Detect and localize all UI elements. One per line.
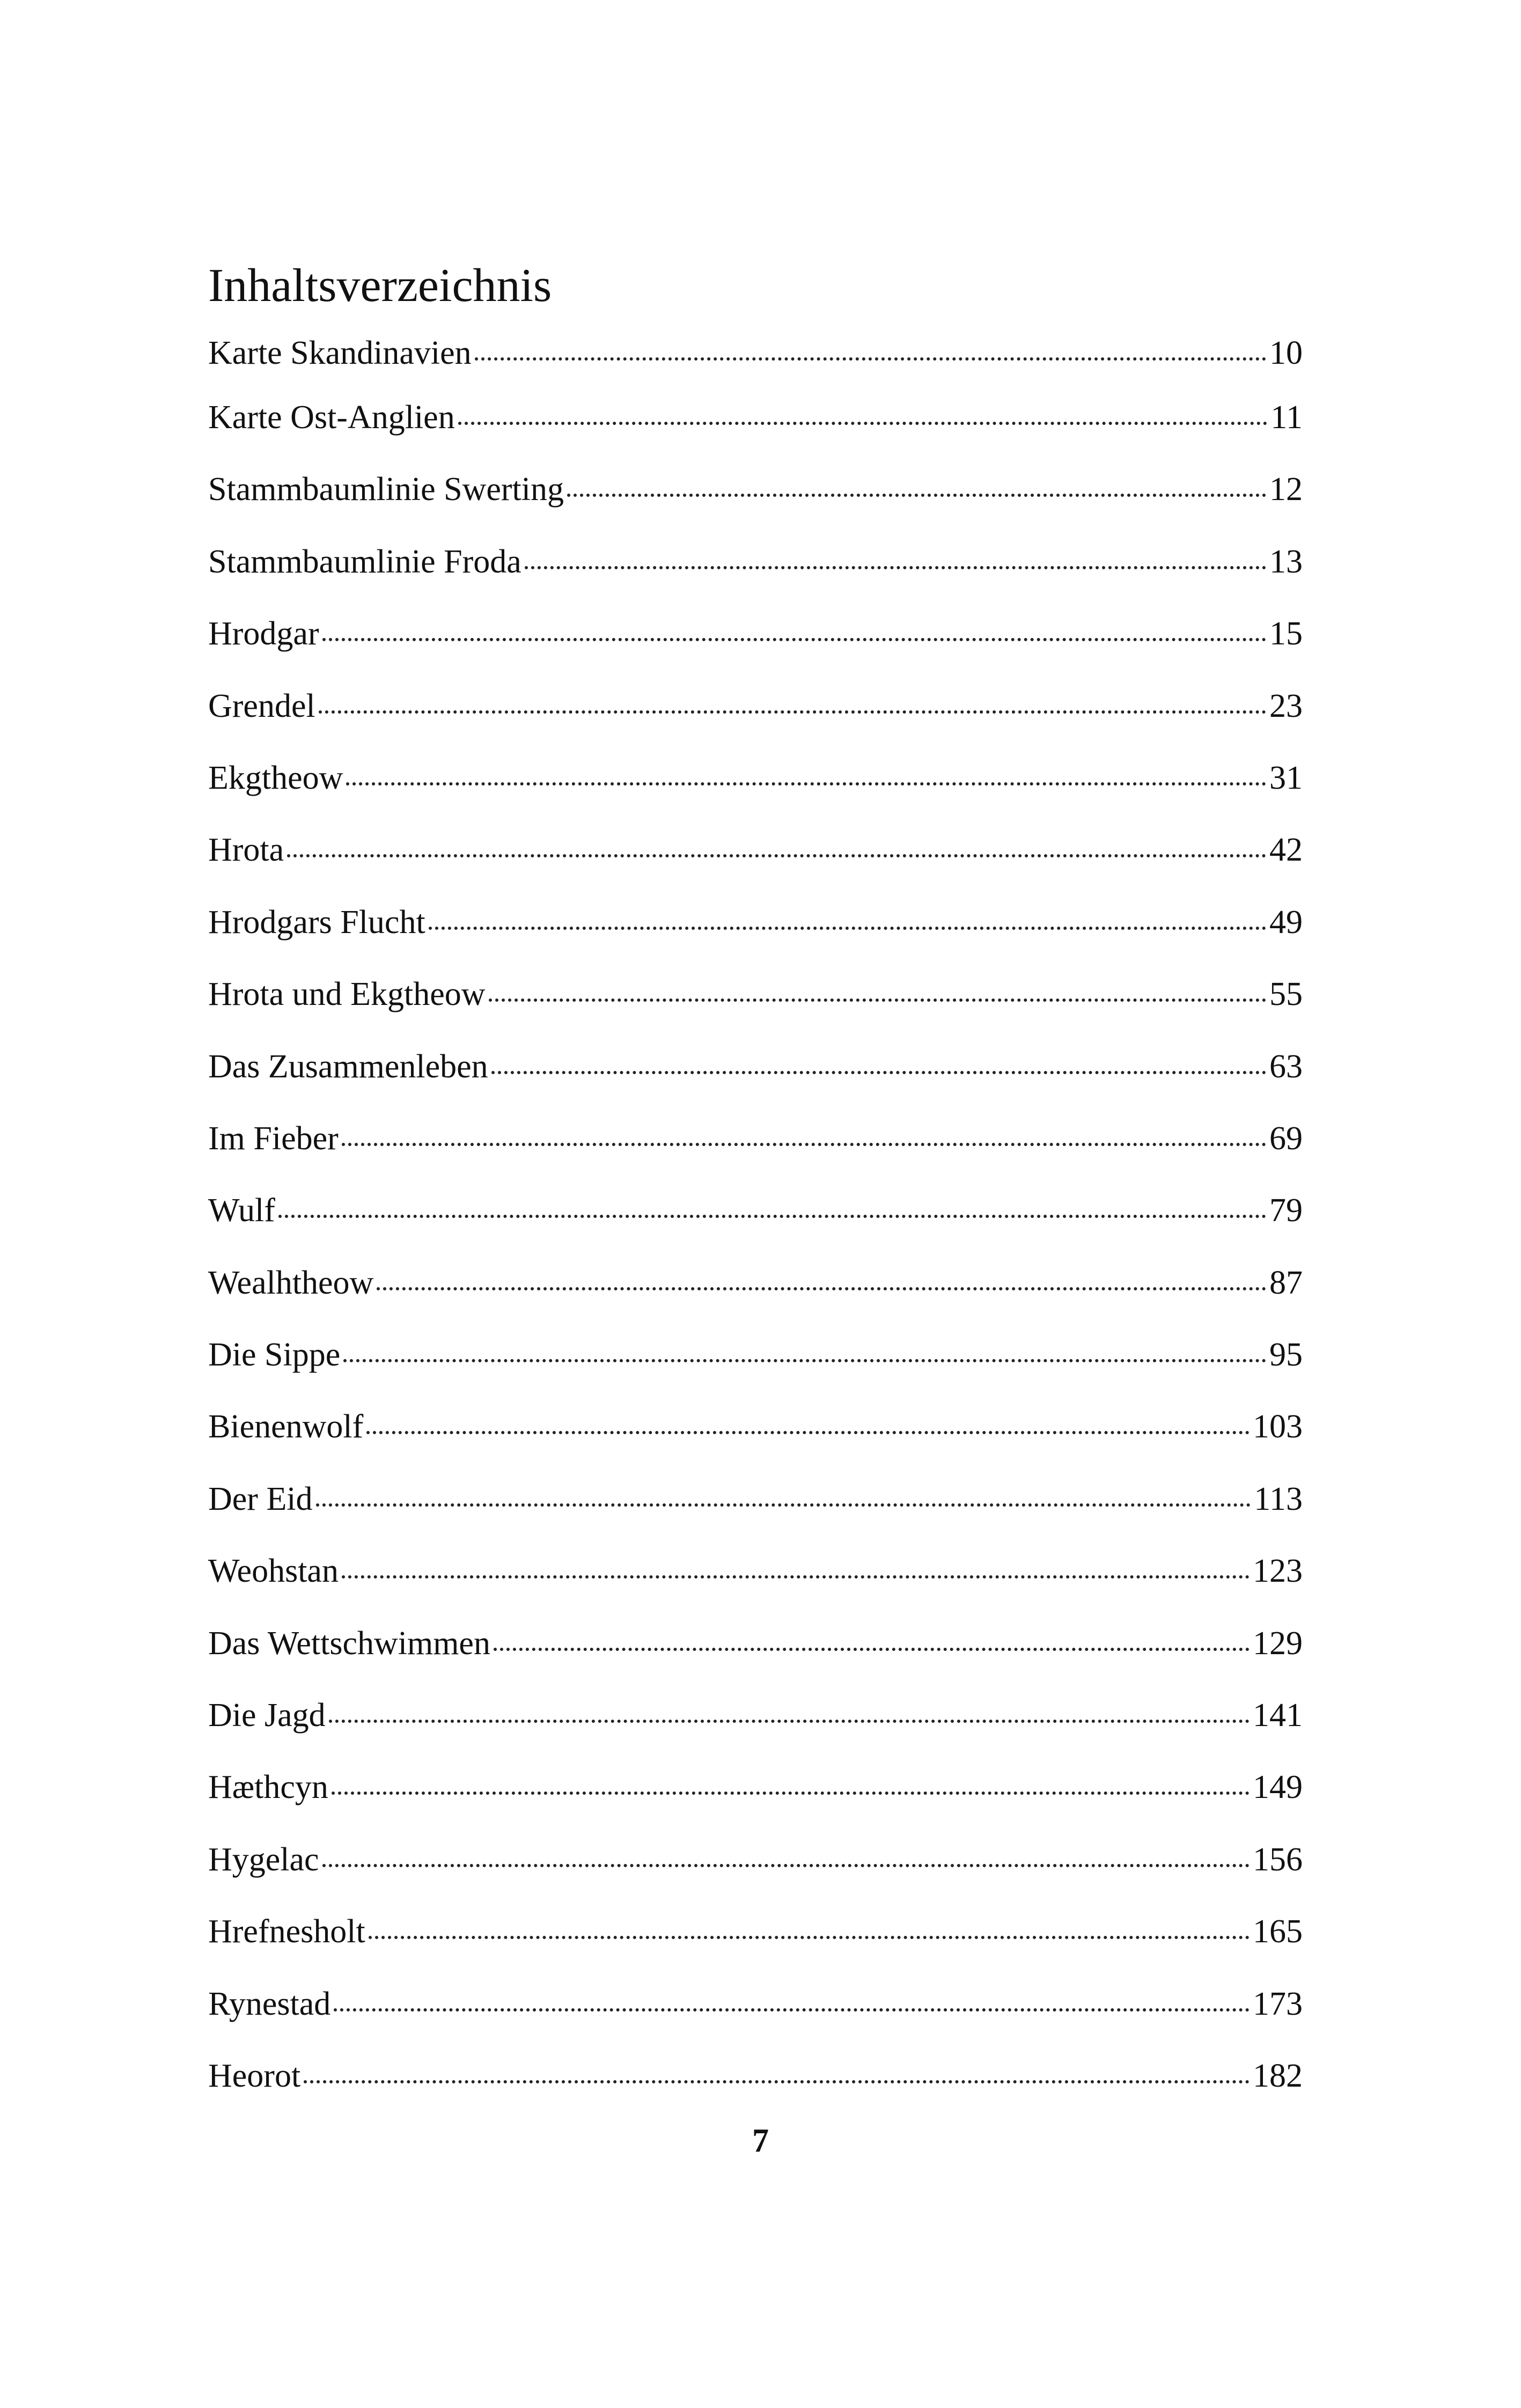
toc-entry[interactable] (208, 674, 1303, 746)
toc-entry-page: 11 (1270, 399, 1303, 436)
toc-entry-page: 141 (1253, 1697, 1303, 1734)
toc-entry-label: Die Sippe (208, 1337, 341, 1374)
toc-entry-page: 10 (1269, 335, 1303, 371)
toc-entry[interactable] (208, 1611, 1303, 1683)
toc-entry[interactable] (208, 2044, 1303, 2116)
toc-entry-label: Grendel (208, 687, 315, 724)
toc-entry[interactable] (208, 457, 1303, 529)
toc-entry-page: 156 (1253, 1841, 1303, 1878)
toc-entry-label: Der Eid (208, 1480, 313, 1517)
toc-entry-label: Karte Ost-Anglien (208, 399, 455, 436)
toc-entry-label: Wealhtheow (208, 1264, 374, 1301)
toc-entry-label: Stammbaumlinie Froda (208, 543, 521, 580)
dot-leader (567, 494, 1266, 497)
dot-leader (329, 1720, 1250, 1723)
toc-entry-page: 165 (1253, 1913, 1303, 1950)
toc-entry-label: Hrota (208, 832, 284, 869)
dot-leader (322, 638, 1266, 641)
dot-leader (287, 854, 1266, 857)
toc-entry-page: 23 (1269, 687, 1303, 724)
toc-entry-page: 55 (1269, 976, 1303, 1013)
dot-leader (346, 782, 1266, 785)
toc-entry-label: Hæthcyn (208, 1769, 328, 1806)
toc-entry-label: Wulf (208, 1192, 275, 1229)
toc-entry[interactable] (208, 1683, 1303, 1755)
toc-entry[interactable] (208, 1899, 1303, 1971)
toc-entry-page: 42 (1269, 832, 1303, 869)
toc-entry-page: 182 (1253, 2057, 1303, 2094)
toc-entry-page: 49 (1269, 904, 1303, 941)
dot-leader (491, 1071, 1266, 1074)
page-number: 7 (752, 2123, 769, 2159)
toc-entry[interactable] (208, 1323, 1303, 1394)
toc-entry[interactable] (208, 1972, 1303, 2044)
toc-entry[interactable] (208, 1827, 1303, 1899)
dot-leader (429, 927, 1266, 930)
toc-entry[interactable] (208, 962, 1303, 1034)
toc-entry-page: 123 (1253, 1553, 1303, 1590)
dot-leader (343, 1359, 1266, 1362)
dot-leader (278, 1215, 1266, 1218)
toc-entry[interactable] (208, 385, 1303, 457)
toc-entry-label: Heorot (208, 2057, 301, 2094)
dot-leader (332, 1792, 1250, 1795)
toc-entry-label: Hrefnesholt (208, 1913, 365, 1950)
toc-entry[interactable] (208, 746, 1303, 818)
toc-entry-page: 95 (1269, 1337, 1303, 1374)
toc-entry-label: Weohstan (208, 1553, 339, 1590)
dot-leader (494, 1648, 1250, 1651)
toc-entry-page: 113 (1254, 1480, 1303, 1517)
toc-entry[interactable] (208, 1467, 1303, 1539)
toc-entry-page: 69 (1269, 1120, 1303, 1157)
toc-entry-page: 63 (1269, 1048, 1303, 1085)
dot-leader (316, 1503, 1251, 1507)
toc-entry-page: 13 (1269, 543, 1303, 580)
toc-entry[interactable] (208, 818, 1303, 890)
toc-entry-label: Hrota und Ekgtheow (208, 976, 486, 1013)
toc-entry[interactable] (208, 1106, 1303, 1178)
dot-leader (489, 999, 1266, 1002)
toc-entry[interactable] (208, 1251, 1303, 1323)
dot-leader (475, 357, 1266, 361)
dot-leader (319, 710, 1266, 714)
toc-entry[interactable] (208, 1178, 1303, 1250)
dot-leader (322, 1864, 1250, 1867)
toc-entry-label: Rynestad (208, 1985, 331, 2022)
toc-entry-page: 173 (1253, 1985, 1303, 2022)
dot-leader (342, 1575, 1250, 1579)
dot-leader (334, 2008, 1250, 2011)
toc-entry-page: 12 (1269, 471, 1303, 508)
toc-entry[interactable] (208, 1394, 1303, 1466)
toc-entry-page: 129 (1253, 1625, 1303, 1662)
toc-entry-page: 79 (1269, 1192, 1303, 1229)
dot-leader (342, 1143, 1266, 1146)
toc-entry[interactable] (208, 890, 1303, 962)
toc-title: Inhaltsverzeichnis (208, 260, 552, 312)
toc-entry-label: Das Wettschwimmen (208, 1625, 490, 1662)
toc-entry[interactable] (208, 601, 1303, 673)
toc-entry-label: Hrodgar (208, 615, 319, 652)
toc-entry-label: Ekgtheow (208, 759, 343, 796)
toc-list (208, 321, 1303, 2116)
toc-entry-page: 149 (1253, 1769, 1303, 1806)
toc-entry-label: Hygelac (208, 1841, 319, 1878)
toc-entry-page: 15 (1269, 615, 1303, 652)
toc-entry[interactable] (208, 1034, 1303, 1106)
toc-entry-page: 31 (1269, 759, 1303, 796)
dot-leader (525, 566, 1266, 569)
toc-entry-label: Hrodgars Flucht (208, 904, 425, 941)
toc-entry[interactable] (208, 321, 1303, 385)
toc-entry[interactable] (208, 1755, 1303, 1827)
toc-entry-label: Karte Skandinavien (208, 335, 472, 371)
dot-leader (377, 1287, 1266, 1290)
toc-entry-label: Stammbaumlinie Swerting (208, 471, 564, 508)
toc-entry-label: Bienenwolf (208, 1408, 364, 1445)
toc-entry-page: 103 (1253, 1408, 1303, 1445)
toc-entry[interactable] (208, 1539, 1303, 1611)
dot-leader (458, 422, 1268, 425)
toc-entry-page: 87 (1269, 1264, 1303, 1301)
toc-entry-label: Die Jagd (208, 1697, 326, 1734)
toc-entry-label: Im Fieber (208, 1120, 339, 1157)
dot-leader (366, 1431, 1250, 1434)
dot-leader (369, 1936, 1250, 1939)
dot-leader (304, 2080, 1250, 2083)
toc-entry-label: Das Zusammenleben (208, 1048, 488, 1085)
toc-entry[interactable] (208, 530, 1303, 601)
